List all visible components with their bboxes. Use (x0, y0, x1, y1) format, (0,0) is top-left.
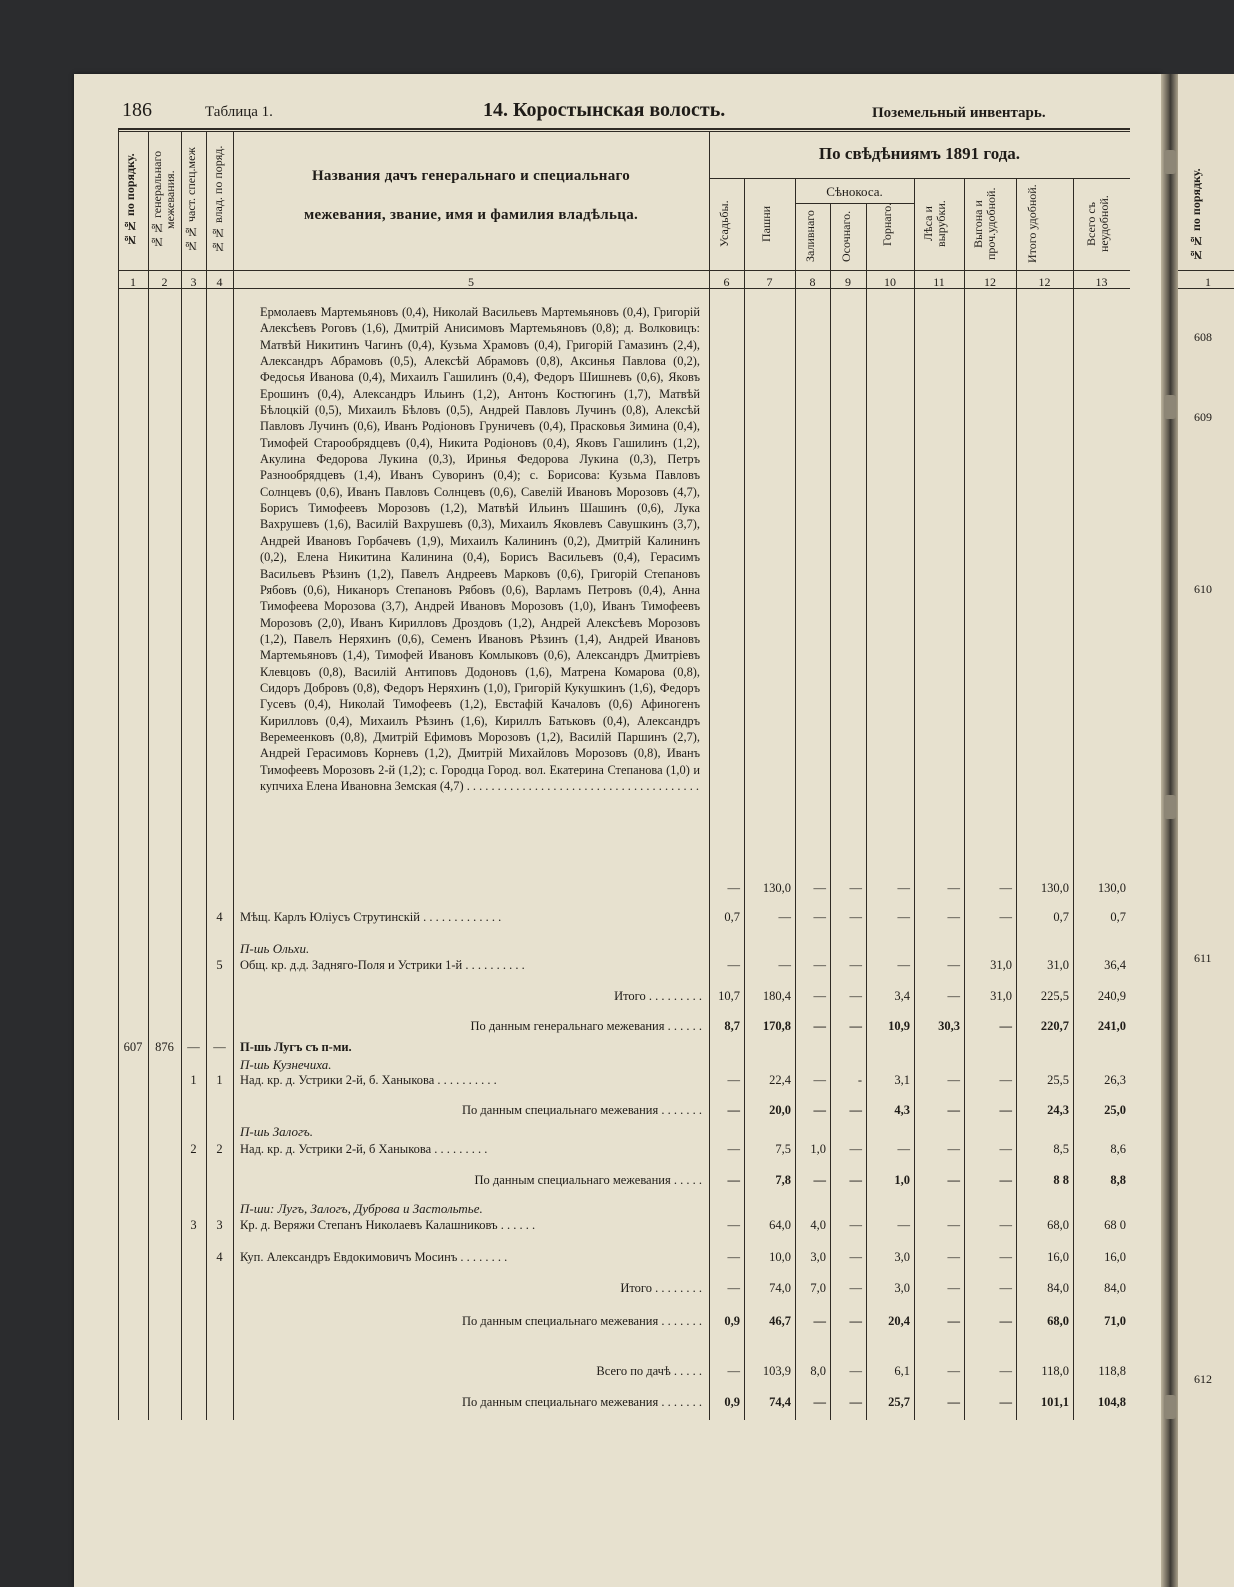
col-header-general: №№ генеральнаго межевания. (150, 150, 177, 250)
row-value: — (849, 1364, 862, 1378)
row-value: — (999, 1281, 1012, 1295)
row-value: 103,9 (762, 1364, 791, 1378)
row-value: 84,0 (1104, 1281, 1126, 1295)
row-label: Общ. кр. д.д. Задняго-Поля и Устрики 1-й . . . . . . . . . . (240, 958, 525, 972)
col-number: 1 (130, 275, 136, 289)
row-value: 241,0 (1097, 1019, 1126, 1033)
row-value: — (897, 958, 910, 972)
col-rule (830, 203, 831, 1420)
row-value: 4,3 (894, 1103, 910, 1117)
row-value: 7,8 (775, 1173, 791, 1187)
row-value: 130,0 (1040, 881, 1069, 895)
row-value: 3,0 (894, 1281, 910, 1295)
col-rule (148, 132, 149, 1420)
row-value: — (947, 1250, 960, 1264)
row-value: — (849, 1395, 862, 1409)
row-value: 7,0 (810, 1281, 826, 1295)
row-value: — (849, 1281, 862, 1295)
row-value: — (947, 958, 960, 972)
row-value: — (999, 910, 1012, 924)
row-c4: 3 (216, 1218, 223, 1232)
row-value: 225,5 (1040, 989, 1069, 1003)
row-value: — (727, 1250, 740, 1264)
col-rule (1073, 178, 1074, 1420)
row-value: — (813, 1395, 826, 1409)
col-header-zalivnogo: Заливнаго (803, 210, 817, 262)
row-value: — (849, 1019, 862, 1033)
page-clip (1164, 150, 1176, 174)
group-rule (709, 178, 1130, 179)
next-page-col-header: №№ по порядку. (1189, 168, 1203, 262)
row-value: — (849, 1142, 862, 1156)
book-gutter (1161, 74, 1178, 1587)
row-value: — (947, 881, 960, 895)
row-value: — (947, 1281, 960, 1295)
col-header-pashni: Пашни (759, 205, 773, 243)
row-c3: 1 (190, 1073, 197, 1087)
col-number: 12 (1038, 275, 1051, 289)
row-value: 31,0 (1047, 958, 1069, 972)
row-value: — (947, 1073, 960, 1087)
row-value: — (727, 1218, 740, 1232)
col-number: 10 (884, 275, 896, 289)
section-title: Поземельный инвентарь. (872, 105, 1046, 121)
next-page-order-number: 608 (1194, 330, 1212, 344)
row-value: — (727, 958, 740, 972)
row-value: — (999, 1173, 1012, 1187)
row-value: 3,4 (894, 989, 910, 1003)
row-value: 8,8 (1110, 1173, 1126, 1187)
row-value: 10,7 (718, 989, 740, 1003)
row-label: Над. кр. д. Устрики 2-й, б. Ханыкова . . . . . . . . . . (240, 1073, 497, 1087)
row-value: 71,0 (1104, 1314, 1126, 1328)
col-header-names-1: Названия дачъ генеральнаго и специальнаго (311, 168, 631, 184)
row-value: 118,0 (1041, 1364, 1069, 1378)
col-rule (964, 178, 965, 1420)
row-value: 0,9 (724, 1395, 740, 1409)
row-value: 64,0 (769, 1218, 791, 1232)
row-label: По данным специальнаго межевания . . . . . . . (462, 1314, 702, 1328)
col-header-vygona: Выгона и проч.удобной. (971, 187, 998, 261)
row-value: — (947, 1173, 960, 1187)
row-c3: 2 (190, 1142, 197, 1156)
row-value: — (813, 881, 826, 895)
row-value: 8,7 (724, 1019, 740, 1033)
row-label: П-шь Кузнечиха. (240, 1057, 332, 1072)
next-page-order-number: 611 (1194, 951, 1212, 965)
row-label: Кр. д. Веряжи Степанъ Николаевъ Калашниковъ . . . . . . (240, 1218, 536, 1232)
col-number: 11 (933, 275, 945, 289)
row-value: 25,0 (1104, 1103, 1126, 1117)
row-value: — (727, 1103, 740, 1117)
col-rule (914, 178, 915, 1420)
row-value: — (897, 1218, 910, 1232)
page-number: 186 (122, 99, 152, 121)
row-value: — (727, 1073, 740, 1087)
row-value: — (813, 1073, 826, 1087)
row-value: — (999, 1073, 1012, 1087)
row-value: 240,9 (1097, 989, 1126, 1003)
col-number: 6 (723, 275, 730, 289)
row-value: 68 0 (1104, 1218, 1126, 1232)
row-value: — (897, 910, 910, 924)
row-value: 6,1 (894, 1364, 910, 1378)
row-value: 84,0 (1047, 1281, 1069, 1295)
row-value: 36,4 (1104, 958, 1126, 972)
row-value: 8 8 (1053, 1173, 1069, 1187)
next-page-order-number: 610 (1194, 582, 1212, 596)
col-header-lesa: Лѣса и вырубки. (921, 200, 948, 248)
row-label: Всего по дачѣ . . . . . (596, 1364, 702, 1378)
row-value: — (727, 1173, 740, 1187)
top-rule (118, 131, 1130, 132)
row-value: — (778, 910, 791, 924)
row-label: П-шь Ольхи. (240, 941, 310, 956)
col-header-usadby: Усадьбы. (717, 200, 731, 248)
col-number: 7 (766, 275, 773, 289)
row-value: 7,5 (775, 1142, 791, 1156)
row-c4: 4 (216, 910, 223, 924)
row-value: — (999, 1250, 1012, 1264)
row-value: — (849, 881, 862, 895)
row-value: — (849, 1314, 862, 1328)
next-page-rule (1178, 270, 1234, 271)
row-value: — (813, 989, 826, 1003)
row-label: Итого . . . . . . . . (620, 1281, 702, 1295)
row-value: — (999, 1142, 1012, 1156)
row-c1: 607 (123, 1040, 143, 1054)
row-value: 68,0 (1047, 1314, 1069, 1328)
row-value: 101,1 (1040, 1395, 1069, 1409)
row-value: — (947, 1103, 960, 1117)
row-value: — (849, 1250, 862, 1264)
row-value: — (778, 958, 791, 972)
document-page-186 (74, 74, 1161, 1587)
row-value: — (849, 958, 862, 972)
col-rule (795, 178, 796, 1420)
row-value: 220,7 (1040, 1019, 1069, 1033)
row-value: 1,0 (810, 1142, 826, 1156)
row-value: — (813, 1019, 826, 1033)
row-value: — (849, 1218, 862, 1232)
header-rule (118, 270, 1130, 271)
row-value: 22,4 (769, 1073, 791, 1087)
row-value: — (999, 1395, 1012, 1409)
row-value: 130,0 (1097, 881, 1126, 895)
col-rule (1016, 178, 1017, 1420)
row-value: — (947, 1142, 960, 1156)
row-value: — (999, 1019, 1012, 1033)
row-value: 3,0 (894, 1250, 910, 1264)
row-value: 3,0 (810, 1250, 826, 1264)
col-header-special: №№ част. спец.меж (184, 147, 198, 253)
row-label: По данным специальнаго межевания . . . . . (474, 1173, 702, 1187)
col-rule (744, 178, 745, 1420)
row-value: — (849, 1103, 862, 1117)
col-header-osochnogo: Осочнаго. (839, 210, 853, 262)
col-number: 4 (216, 275, 223, 289)
row-value: - (857, 1073, 862, 1087)
col-header-names-2: межевания, звание, имя и фамилия владѣльца. (303, 207, 639, 223)
row-label: П-ши: Лугъ, Залогъ, Дуброва и Застольтье. (240, 1201, 483, 1216)
group-header-1891: По свѣдѣниямъ 1891 года. (818, 144, 1021, 163)
row-value: — (999, 1103, 1012, 1117)
owners-paragraph: Ермолаевъ Мартемьяновъ (0,4), Николай Васильевъ Мартемьяновъ (0,4), Григорiй Алексѣевъ Роговъ (1,6), Дмитрiй Анисимовъ Мартемьяновъ (0,8); д. Волковицъ: Матвѣй Никитинъ Чагинъ (0,4), Кузьма Храмовъ (0,4), Григорiй Гамазинъ (2,4), Александръ Абрамовъ (0,5), Алексѣй Абрамовъ (0,8), Аксинья Павлова (0,2), Федосья Иванова (0,4), Михаилъ Гашилинъ (0,4), Федоръ Шишневъ (0,6), Яковъ Ерошинъ (0,4), Александръ Ильинъ (1,2), Антонъ Костюгинъ (1,7), Матвѣй Бѣлоцкiй (0,5), Михаилъ Бѣловъ (0,5), Андрей Павловъ Лучинъ (0,8), Алексѣй Павловъ Лучинъ (0,6), Иванъ Родiоновъ Груничевъ (0,4), Прасковья Зимина (0,4), Тимофей Старообрядцевъ (0,4), Никита Родiоновъ (0,4), Яковъ Гашилинъ (1,2), Акулина Федорова Лукина (0,3), Иринья Федорова Лукина (0,3), Петръ Разнообрядцевъ (1,4), Иванъ Суворинъ (0,4); с. Борисова: Кузьма Павловъ Солнцевъ (0,6), Иванъ Павловъ Солнцевъ (0,6), Савелiй Ивановъ Морозовъ (4,7), Борисъ Тимофеевъ Морозовъ (1,2), Матвѣй Ильинъ Шашинъ (0,6), Лука Вахрушевъ (1,6), Василiй Вахрушевъ (0,3), Михаилъ Яковлевъ Савушкинъ (3,7), Андрей Ивановъ Горбачевъ (1,9), Михаилъ Калининъ (0,2), Дмитрiй Калининъ (0,2), Елена Никитина Калинина (0,4), Борисъ Васильевъ (0,4), Герасимъ Васильевъ Рѣзинъ (1,2), Павелъ Андреевъ Марковъ (0,6), Григорiй Степановъ Рябовъ (0,6), Никаноръ Степановъ Рябовъ (0,6), Варламъ Петровъ (0,4), Анна Тимофеева Морозова (3,7), Андрей Ивановъ Морозовъ (1,0), Иванъ Тимофеевъ Морозовъ (2,0), Иванъ Кирилловъ Дроздовъ (1,2), Андрей Алексѣевъ Морозовъ (1,2), Павелъ Неряхинъ (0,6), Семенъ Ивановъ Рѣзинъ (1,4), Андрей Ивановъ Мартемьяновъ (1,4), Тимофей Ивановъ Комлыковъ (0,6), Александръ Дмитрiевъ Клевцовъ (0,8), Василiй Антиповъ Додоновъ (1,6), Матрена Комарова (0,8), Сидоръ Добровъ (0,8), Федоръ Неряхинъ (1,0), Григорiй Кукушкинъ (1,6), Федоръ Гусевъ (0,4), Николай Тимофеевъ (1,2), Евстафiй Качаловъ (0,6) Афиногенъ Кирилловъ (0,4), Михаилъ Рѣзинъ (1,6), Кириллъ Батьковъ (0,4), Александръ Веремеенковъ (0,8), Дмитрiй Ефимовъ Морозовъ (1,2), Василiй Паршинъ (2,7), Андрей Герасимовъ Корневъ (1,2), Дмитрiй Михайловъ Морозовъ (0,8), Иванъ Тимофеевъ Морозовъ 2-й (1,2); с. Городца Город. вол. Екатерина Степанова (1,0) и купчиха Елена Ивановна Земская (4,7) . . . . . . . . . . . . . . . . . . . . . . . . . . . . . . . . . . . . . . (260, 305, 700, 793)
col-number: 13 (1095, 275, 1108, 289)
col-header-vsego: Всего съ неудобной. (1084, 195, 1111, 253)
row-c3: — (187, 1040, 200, 1054)
row-value: — (999, 1218, 1012, 1232)
row-c4: 2 (216, 1142, 223, 1156)
row-value: — (727, 1364, 740, 1378)
row-value: 0,7 (1053, 910, 1069, 924)
row-label: П-шь Лугъ съ п-ми. (240, 1040, 352, 1054)
row-value: — (813, 1173, 826, 1187)
row-value: 31,0 (990, 989, 1012, 1003)
row-value: 20,0 (769, 1103, 791, 1117)
row-value: — (897, 1142, 910, 1156)
col-number: 12 (984, 275, 996, 289)
row-value: 170,8 (762, 1019, 791, 1033)
row-label: Куп. Александръ Евдокимовичъ Мосинъ . . . . . . . . (240, 1250, 508, 1264)
next-page-col-number: 1 (1205, 275, 1211, 289)
col-number: 2 (161, 275, 168, 289)
row-value: 130,0 (762, 881, 791, 895)
col-header-order: №№ по порядку. (123, 153, 137, 247)
row-c3: 3 (190, 1218, 197, 1232)
row-label (240, 881, 702, 899)
row-c4: 1 (216, 1073, 223, 1087)
next-page-order-number: 609 (1194, 410, 1212, 424)
row-label: Над. кр. д. Устрики 2-й, б Ханыкова . . . . . . . . . (240, 1142, 488, 1156)
row-label: Итого . . . . . . . . . (614, 989, 702, 1003)
row-value: — (947, 1218, 960, 1232)
row-value: 25,7 (888, 1395, 910, 1409)
row-value: — (897, 881, 910, 895)
row-value: 68,0 (1047, 1218, 1069, 1232)
row-value: — (999, 881, 1012, 895)
col-number: 9 (845, 275, 851, 289)
page-clip (1164, 395, 1176, 419)
table-label: Таблица 1. (205, 104, 273, 120)
row-value: 1,0 (894, 1173, 910, 1187)
row-value: 10,0 (769, 1250, 791, 1264)
row-value: — (947, 1395, 960, 1409)
page-clip (1164, 795, 1176, 819)
col-header-gornogo: Горнаго. (880, 202, 894, 246)
row-value: 0,7 (1110, 910, 1126, 924)
row-c4: 4 (216, 1250, 223, 1264)
row-value: 10,9 (888, 1019, 910, 1033)
row-value: 0,7 (724, 910, 740, 924)
col-number: 5 (468, 275, 474, 289)
row-value: 3,1 (894, 1073, 910, 1087)
row-label: П-шь Залогъ. (240, 1124, 314, 1139)
row-label: Мѣщ. Карлъ Юлiусъ Струтинскiй . . . . . . . . . . . . . (240, 910, 502, 924)
row-value: — (813, 1314, 826, 1328)
row-value: 104,8 (1097, 1395, 1126, 1409)
col-rule (233, 132, 234, 1420)
row-value: — (813, 910, 826, 924)
row-value: — (999, 1314, 1012, 1328)
row-value: 16,0 (1104, 1250, 1126, 1264)
row-label: По данным специальнаго межевания . . . . . . . (462, 1395, 702, 1409)
row-value: — (947, 1314, 960, 1328)
row-value: 74,0 (769, 1281, 791, 1295)
col-rule (118, 128, 119, 1420)
row-value: 24,3 (1047, 1103, 1069, 1117)
col-header-senokosa: Сѣнокоса. (826, 184, 883, 199)
row-value: — (727, 1142, 740, 1156)
row-value: — (849, 989, 862, 1003)
row-value: — (727, 881, 740, 895)
row-value: 25,5 (1047, 1073, 1069, 1087)
col-header-owner: №№ влад. по поряд. (211, 145, 225, 255)
row-label: По данным специальнаго межевания . . . . . . . (462, 1103, 702, 1117)
page-clip (1164, 1395, 1176, 1419)
col-rule (866, 203, 867, 1420)
row-value: 8,5 (1053, 1142, 1069, 1156)
col-header-itogo: Итого удобной. (1025, 184, 1039, 264)
row-value: 4,0 (810, 1218, 826, 1232)
document-page-next (1178, 74, 1234, 1587)
row-value: 31,0 (990, 958, 1012, 972)
row-value: 26,3 (1104, 1073, 1126, 1087)
row-value: — (999, 1364, 1012, 1378)
row-value: 30,3 (938, 1019, 960, 1033)
row-value: 0,9 (724, 1314, 740, 1328)
row-value: — (849, 1173, 862, 1187)
row-value: 8,6 (1110, 1142, 1126, 1156)
col-number: 8 (809, 275, 816, 289)
row-value: 20,4 (888, 1314, 910, 1328)
col-number: 3 (190, 275, 197, 289)
row-value: 74,4 (769, 1395, 791, 1409)
row-value: — (813, 1103, 826, 1117)
row-c4: — (213, 1040, 226, 1054)
row-value: 180,4 (762, 989, 791, 1003)
row-value: 16,0 (1047, 1250, 1069, 1264)
top-rule (118, 128, 1130, 130)
row-c4: 5 (216, 958, 223, 972)
row-value: 46,7 (769, 1314, 791, 1328)
row-value: — (727, 1281, 740, 1295)
row-value: — (947, 1364, 960, 1378)
row-value: — (813, 958, 826, 972)
row-value: — (947, 910, 960, 924)
volost-title: 14. Коростынская волость. (483, 99, 726, 121)
row-value: 8,0 (810, 1364, 826, 1378)
row-value: — (947, 989, 960, 1003)
row-c2: 876 (155, 1040, 174, 1054)
row-value: 118,8 (1098, 1364, 1126, 1378)
next-page-order-number: 612 (1194, 1372, 1212, 1386)
row-label: По данным генеральнаго межевания . . . . . . (470, 1019, 702, 1033)
row-value: — (849, 910, 862, 924)
